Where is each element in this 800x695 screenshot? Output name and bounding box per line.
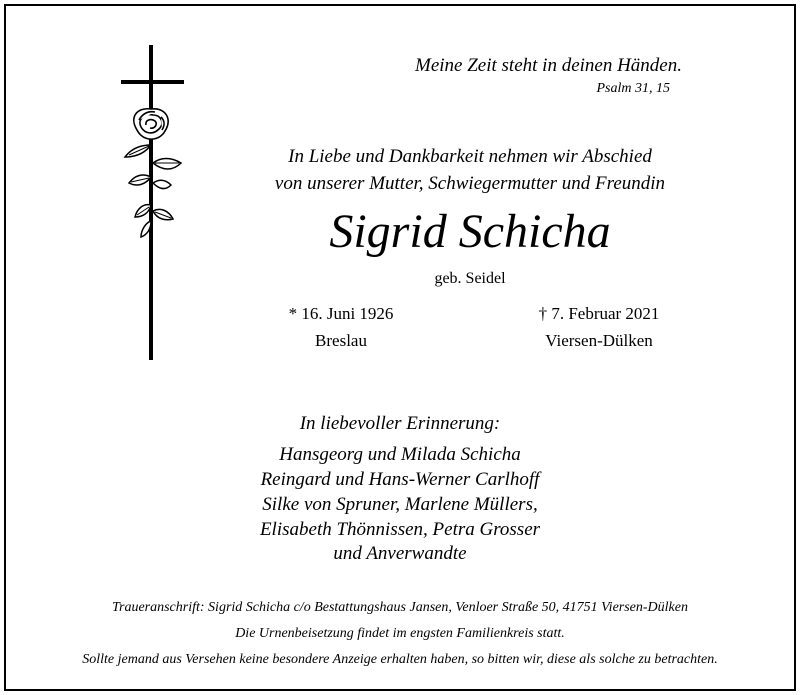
mourner-line: Elisabeth Thönnissen, Petra Grosser <box>259 519 541 540</box>
death-date: † 7. Februar 2021 <box>538 304 660 323</box>
deceased-name: Sigrid Schicha <box>329 205 611 258</box>
mourner-line: Silke von Spruner, Marlene Müllers, <box>262 494 538 515</box>
mourner-line: und Anverwandte <box>333 543 467 564</box>
mourner-line: Reingard und Hans-Werner Carlhoff <box>260 469 540 490</box>
mourners-heading: In liebevoller Erinnerung: <box>299 413 501 434</box>
footer-burial: Die Urnenbeisetzung findet im engsten Familienkreis statt. <box>235 626 565 641</box>
birth-place: Breslau <box>315 331 367 350</box>
mourner-line: Hansgeorg und Milada Schicha <box>279 444 521 465</box>
motto-reference: Psalm 31, 15 <box>596 81 670 96</box>
footer-notice: Sollte jemand aus Versehen keine besondere Anzeige erhalten haben, so bitten wir, diese als solche zu betrachten. <box>82 652 718 667</box>
intro-line-1: In Liebe und Dankbarkeit nehmen wir Abschied <box>288 146 652 167</box>
birth-date: * 16. Juni 1926 <box>288 304 394 323</box>
intro-line-2: von unserer Mutter, Schwiegermutter und Freundin <box>274 173 666 194</box>
death-place: Viersen-Dülken <box>545 331 653 350</box>
motto-verse: Meine Zeit steht in deinen Händen. <box>415 55 682 76</box>
maiden-name: geb. Seidel <box>434 270 506 287</box>
footer-address: Traueranschrift: Sigrid Schicha c/o Bestattungshaus Jansen, Venloer Straße 50, 41751 Viersen-Dülken <box>111 600 688 615</box>
